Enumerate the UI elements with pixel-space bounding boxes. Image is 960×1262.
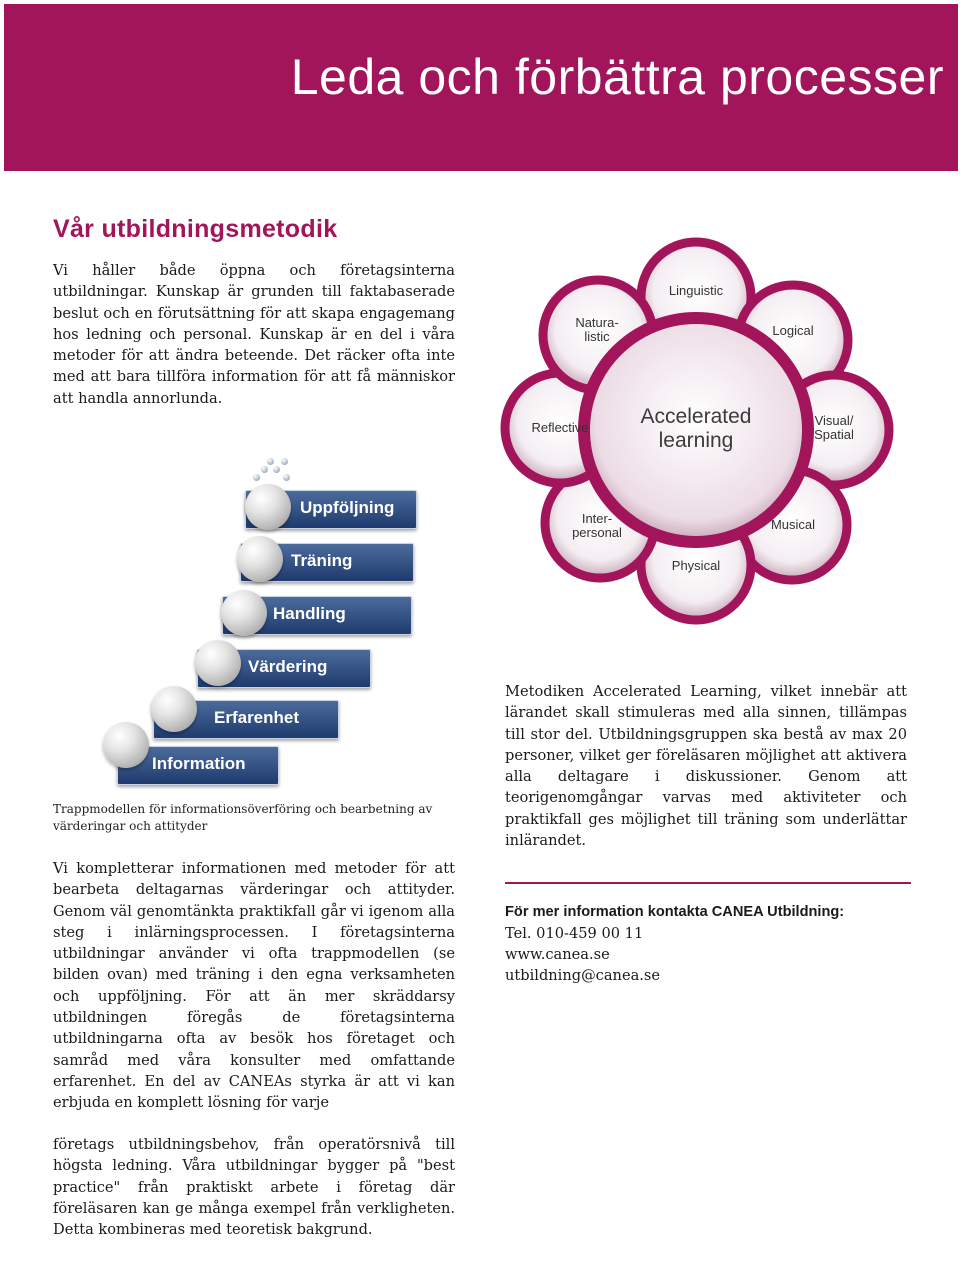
decor-dot	[273, 466, 280, 473]
petal-label-interpersonal: Inter- personal	[572, 511, 622, 540]
sphere-icon	[221, 590, 267, 636]
contact-heading: För mer information kontakta CANEA Utbildning:	[505, 904, 845, 920]
petal-label-logical: Logical	[772, 323, 814, 338]
header-banner	[4, 4, 958, 171]
stair-model-caption: Trappmodellen för informationsöverföring och bearbetning av värderingar och attityder	[53, 802, 433, 833]
step-label: Uppföljning	[300, 498, 395, 517]
sphere-icon	[237, 536, 283, 582]
decor-dot	[253, 474, 260, 481]
petal-label-physical: Physical	[671, 558, 721, 573]
stair-model-diagram	[95, 450, 425, 790]
intro-paragraph: Vi håller både öppna och företagsinterna utbildningar. Kunskap är grunden till faktabaserade beslut och en förutsättning för att skapa engagemang hos ledning och personal. Kunskap är en del i våra metoder för att ändra beteende. Det räcker ofta inte med att bara tillföra information för att få människor att handla annorlunda.	[53, 262, 455, 407]
continued-paragraph: företags utbildningsbehov, från operatörsnivå till högsta ledning. Våra utbildningar bygger på "best practice" från praktiskt arbete i företag där föreläsaren kan ge många exempel från verkligheten. Detta kombineras med teoretisk bakgrund.	[53, 1136, 455, 1239]
complement-paragraph: Vi kompletterar informationen med metoder för att bearbeta deltagarnas värderingar och attityder. Genom väl genomtänkta praktikfall går vi igenom alla steg i inlärningsprocessen. I företagsinterna utbildningar använder vi ofta trappmodellen (se bilden ovan) med träning i den egna verksamheten och uppföljning. För att än mer skräddarsy utbildningen föregås de företagsinterna utbildningarna ofta av besök hos företaget och samråd med våra konsulter med omfattande erfarenhet. En del av CANEAs styrka är att vi kan erbjuda en komplett lösning för varje	[53, 860, 455, 1112]
petal-label-linguistic: Linguistic	[668, 283, 724, 298]
petal-label-naturalistic: Natura- listic	[575, 315, 619, 344]
sphere-icon	[195, 640, 241, 686]
contact-web-link[interactable]: www.canea.se	[505, 946, 610, 963]
sphere-icon	[151, 686, 197, 732]
decor-dot	[261, 466, 268, 473]
decor-dot	[281, 458, 288, 465]
step-label: Information	[152, 754, 246, 773]
page-title: Leda och förbättra processer	[290, 49, 944, 105]
petal-label-reflective: Reflective	[531, 420, 589, 435]
step-label: Handling	[273, 604, 346, 623]
center-label: Accelerated learning	[640, 405, 752, 452]
contact-phone: Tel. 010-459 00 11	[505, 925, 644, 942]
section-title: Vår utbildningsmetodik	[53, 215, 338, 243]
petal-label-musical: Musical	[770, 517, 816, 532]
step-label: Erfarenhet	[214, 708, 300, 727]
divider	[505, 882, 911, 884]
sphere-icon	[103, 722, 149, 768]
sphere-icon	[245, 484, 291, 530]
method-paragraph: Metodiken Accelerated Learning, vilket innebär att lärandet skall stimuleras med alla sinnen, tillämpas till stor del. Utbildningsgruppen ska bestå av max 20 personer, vilket ger föreläsaren möjlighet att aktivera alla deltagare i diskussioner. Genom att teorigenomgångar varvas med aktiviteter och praktikfall ges möjlighet till träning som underlättar inlärandet.	[505, 683, 907, 850]
step-label: Träning	[291, 551, 353, 570]
petal-label-visual-spatial: Visual/ Spatial	[814, 413, 854, 442]
step-label: Värdering	[248, 657, 328, 676]
contact-email-link[interactable]: utbildning@canea.se	[505, 967, 661, 984]
decor-dot	[283, 474, 290, 481]
accelerated-learning-diagram	[500, 235, 900, 625]
decor-dot	[267, 458, 274, 465]
